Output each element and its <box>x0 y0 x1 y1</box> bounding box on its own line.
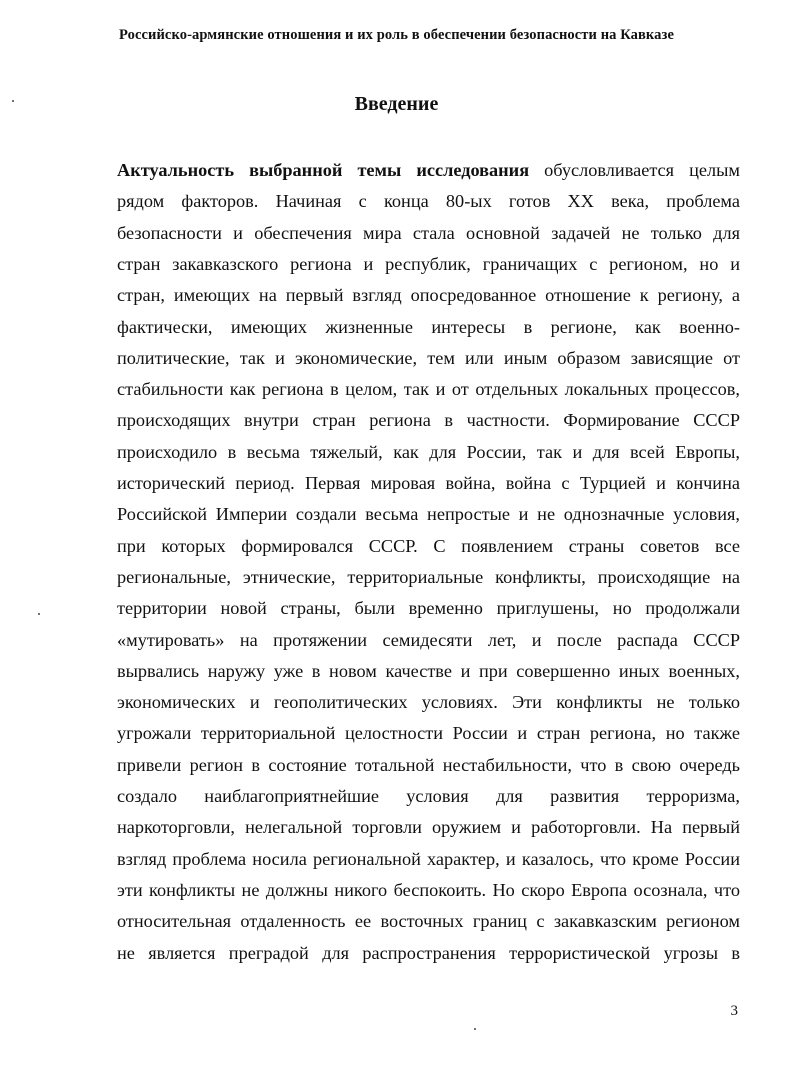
text-line: угрожали территориальной целостности России и стран региона, но также <box>117 723 740 744</box>
text-line: фактически, имеющих жизненные интересы в регионе, как военно- <box>117 316 740 337</box>
text-line: безопасности и обеспечения мира стала основной задачей не только для <box>117 222 740 243</box>
bold-lead-phrase: Актуальность выбранной темы исследования <box>117 160 530 180</box>
text-line: рядом факторов. Начиная с конца 80-ых готов XX века, проблема <box>117 191 740 212</box>
scan-speck <box>38 613 40 615</box>
text-line: происходящих внутри стран региона в частности. Формирование СССР <box>117 410 740 431</box>
text-line: наркоторговли, нелегальной торговли оружием и работорговли. На первый <box>117 817 740 838</box>
text-line: исторический период. Первая мировая война, война с Турцией и кончина <box>117 473 740 493</box>
text-line: «мутировать» на протяжении семидесяти лет, и после распада СССР <box>117 629 740 650</box>
text-line: взгляд проблема носила региональной характер, и казалось, что кроме России <box>117 848 740 869</box>
text-line: создало наиблагоприятнейшие условия для развития терроризма, <box>117 786 740 806</box>
scan-speck <box>474 1028 476 1030</box>
text-line: привели регион в состояние тотальной нестабильности, что в свою очередь <box>117 754 740 775</box>
text-line: относительная отдаленность ее восточных границ с закавказским регионом <box>117 911 740 932</box>
text-line: происходило в весьма тяжелый, как для России, так и для всей Европы, <box>117 441 740 462</box>
text-line: при которых формировался СССР. С появлением страны советов все <box>117 535 740 556</box>
text-line: региональные, этнические, территориальные конфликты, происходящие на <box>117 566 740 587</box>
text-line: политические, так и экономические, тем или иным образом зависящие от <box>117 347 740 368</box>
text-line: стран, имеющих на первый взгляд опосредованное отношение к региону, а <box>117 285 740 306</box>
section-title: Введение <box>354 93 439 115</box>
text-line: не является преградой для распространения террористической угрозы в <box>117 942 740 963</box>
text-line-first <box>117 155 740 186</box>
running-header: Российско-армянские отношения и их роль в обеспечении безопасности на Кавказе <box>119 27 674 43</box>
text-line: эти конфликты не должны никого беспокоить. Но скоро Европа осознала, что <box>117 879 740 900</box>
text-line: Российской Империи создали весьма непростые и не однозначные условия, <box>117 504 740 525</box>
text-line: экономических и геополитических условиях. Эти конфликты не только <box>117 692 740 713</box>
text-line: вырвались наружу уже в новом качестве и при совершенно иных военных, <box>117 660 740 681</box>
page-number: 3 <box>730 1003 738 1019</box>
text-line: стабильности как региона в целом, так и от отдельных локальных процессов, <box>117 379 740 400</box>
text-line: территории новой страны, были временно приглушены, но продолжали <box>117 598 740 619</box>
text-line: стран закавказского региона и республик, граничащих с регионом, но и <box>117 253 740 274</box>
scan-speck <box>12 100 14 102</box>
lead-line-rest: обусловливается целым <box>529 160 740 180</box>
